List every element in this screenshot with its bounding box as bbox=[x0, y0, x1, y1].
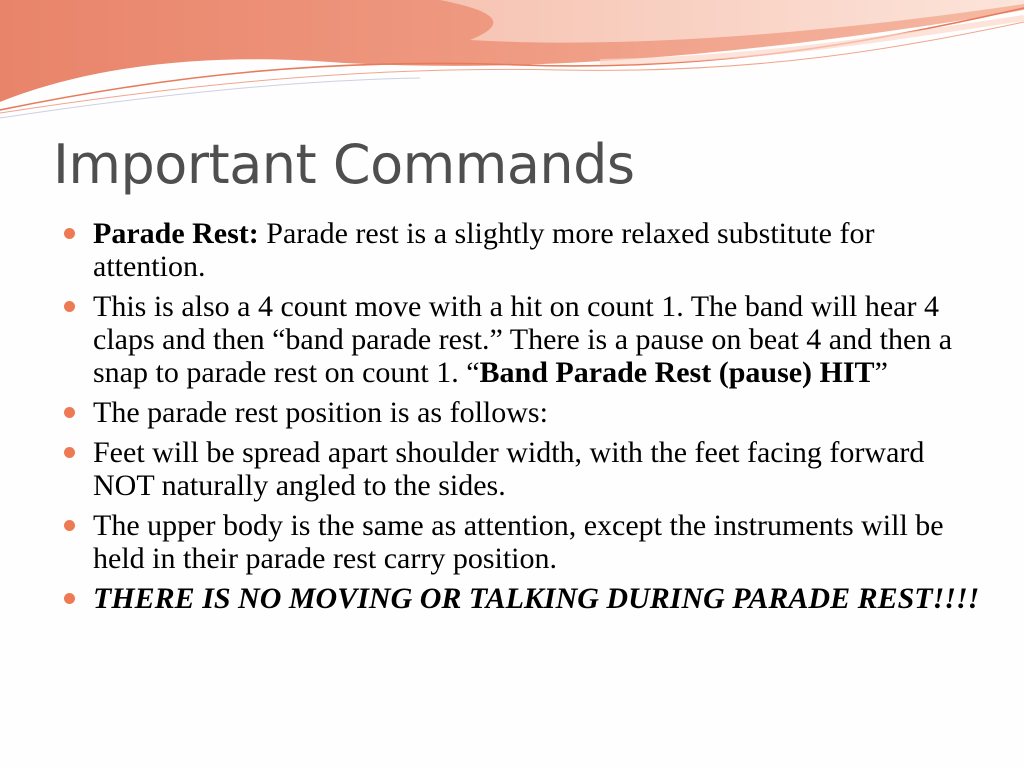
bullet-icon bbox=[64, 301, 75, 312]
bullet-item-warning bbox=[60, 582, 980, 615]
command-quote: Band Parade Rest (pause) HIT bbox=[479, 356, 875, 389]
bullet-icon bbox=[64, 228, 75, 239]
quote-close: ” bbox=[874, 356, 888, 389]
slide-title: Important Commands bbox=[53, 133, 635, 196]
bullet-text: Parade rest is a slightly more relaxed substitute for attention. bbox=[93, 217, 875, 283]
bullet-text: Feet will be spread apart shoulder width, with the feet facing forward NOT naturally angled to the sides. bbox=[93, 436, 925, 502]
bullet-item-count bbox=[60, 290, 980, 389]
bullet-lead: Parade Rest: bbox=[93, 217, 259, 250]
bullet-icon bbox=[64, 593, 75, 604]
bullet-item-parade-rest bbox=[60, 217, 980, 283]
bullet-icon bbox=[64, 407, 75, 418]
bullet-text: The upper body is the same as attention, except the instruments will be held in their parade rest carry position. bbox=[93, 509, 944, 575]
bullet-text: This is also a 4 count move with a hit on count 1. The band will hear 4 claps and then “band parade rest.” There is a pause on beat 4 and then a snap to parade rest on count 1. “ bbox=[93, 290, 953, 389]
bullet-icon bbox=[64, 447, 75, 458]
bullet-icon bbox=[64, 520, 75, 531]
bullet-item-upper-body bbox=[60, 509, 980, 575]
bullet-item-feet bbox=[60, 436, 980, 502]
warning-text: THERE IS NO MOVING OR TALKING DURING PARADE REST!!!! bbox=[93, 582, 980, 615]
bullet-item-position-intro bbox=[60, 396, 980, 429]
decorative-banner bbox=[0, 0, 1024, 120]
bullet-text: The parade rest position is as follows: bbox=[93, 396, 548, 429]
bullet-list bbox=[60, 217, 980, 622]
